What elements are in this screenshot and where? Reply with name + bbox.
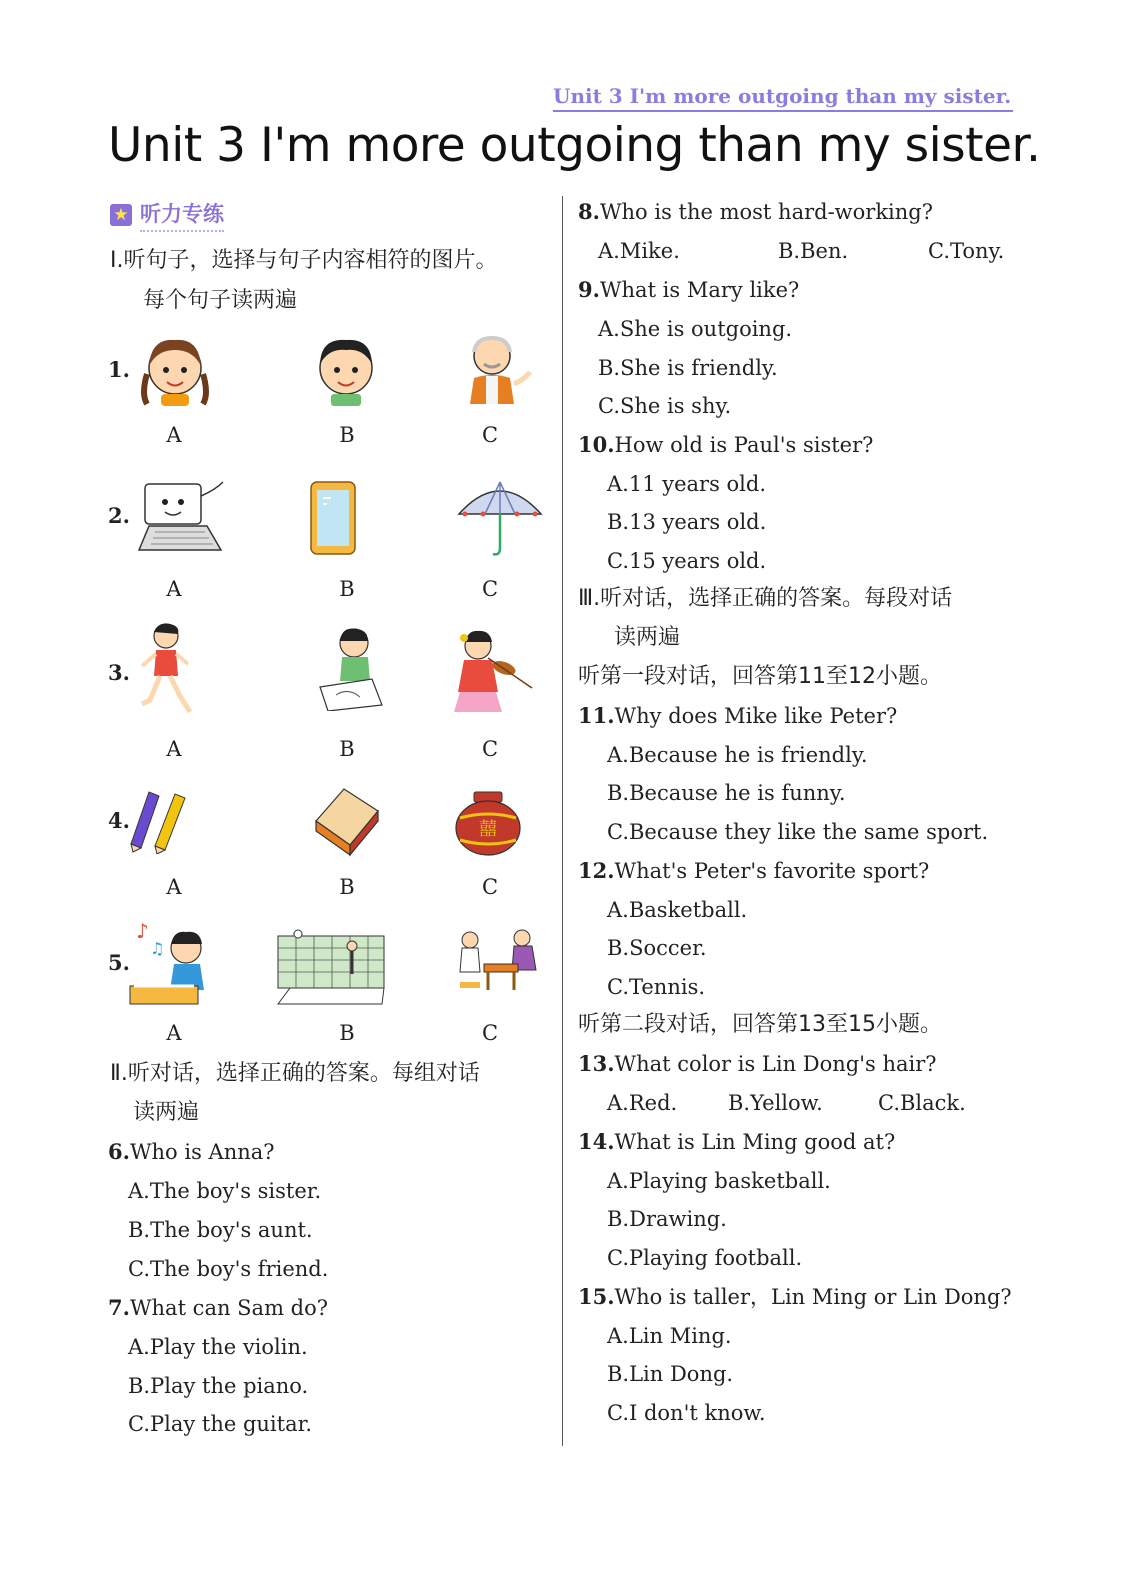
option-label: A [166,423,182,447]
question-10: 10.How old is Paul's sister? [578,432,874,457]
eraser-picture [310,783,384,859]
option: A.Mike. [598,239,680,263]
row-number: 5. [108,950,130,975]
option-label: A [166,737,182,761]
option: C.Black. [878,1091,966,1115]
part1-title-cont: 每个句子读两遍 [143,288,298,313]
option: B.Play the piano. [128,1374,309,1398]
part1-title: Ⅰ.听句子，选择与句子内容相符的图片。 [110,248,498,273]
option-label: A [166,875,182,899]
page-title: Unit 3 I'm more outgoing than my sister. [108,118,1041,173]
row-number: 3. [108,660,130,685]
option: C.15 years old. [607,549,767,573]
question-15: 15.Who is taller，Lin Ming or Lin Dong? [578,1284,1012,1309]
running-header: Unit 3 I'm more outgoing than my sister. [553,84,1013,112]
section-badge [110,199,224,231]
option-label: B [339,875,355,899]
question-6: 6.Who is Anna? [108,1139,275,1164]
dialog1-intro: 听第一段对话，回答第11至12小题。 [578,664,942,689]
option: A.Playing basketball. [607,1169,831,1193]
question-12: 12.What's Peter's favorite sport? [578,858,930,883]
question-13: 13.What color is Lin Dong's hair? [578,1051,937,1076]
row-number: 1. [108,357,130,382]
option: A.Because he is friendly. [607,743,868,767]
question-8: 8.Who is the most hard-working? [578,199,933,224]
option-label: B [339,1021,355,1045]
boy-face-picture [313,332,379,407]
column-divider [562,196,563,1446]
violin-girl-picture [448,628,534,720]
option: B.The boy's aunt. [128,1218,313,1242]
girl-face-picture [135,332,215,407]
question-11: 11.Why does Mike like Peter? [578,703,898,728]
volleyball-picture [270,926,390,1006]
option: A.Play the violin. [128,1335,308,1359]
mirror-picture [307,478,361,558]
part2-title-cont: 读两遍 [133,1100,200,1125]
option: C.Play the guitar. [128,1412,313,1436]
option: B.Drawing. [607,1207,727,1231]
svg-text:♫: ♫ [150,939,165,958]
option-label: B [339,577,355,601]
option-label: C [481,1021,499,1045]
part2-title: Ⅱ.听对话，选择正确的答案。每组对话 [110,1061,480,1086]
umbrella-picture [455,474,545,560]
option: C.Playing football. [607,1246,803,1270]
question-7: 7.What can Sam do? [108,1295,329,1320]
option-label: C [481,423,499,447]
pencils-picture [127,786,193,854]
option: B.Lin Dong. [607,1362,734,1386]
old-man-picture [460,332,540,407]
option: A.She is outgoing. [598,317,793,341]
option: A.Red. [607,1091,678,1115]
svg-text:囍: 囍 [479,819,497,840]
part3-title-cont: 读两遍 [614,625,681,650]
option-label: C [481,737,499,761]
section-label: 听力专练 [140,198,224,232]
option: B.Because he is funny. [607,781,846,805]
option: C.Tennis. [607,975,706,999]
jar-picture [452,788,524,858]
star-icon: ★ [110,204,132,226]
svg-text:♪: ♪ [136,919,149,943]
piano-boy-picture [128,912,222,1010]
option: B.13 years old. [607,510,767,534]
dialog2-intro: 听第二段对话，回答第13至15小题。 [578,1012,942,1037]
option: C.I don't know. [607,1401,766,1425]
part3-title: Ⅲ.听对话，选择正确的答案。每段对话 [578,586,953,611]
option-label: C [481,875,499,899]
option: A.11 years old. [607,472,767,496]
option-label: B [339,423,355,447]
option-label: A [166,577,182,601]
option: B.Ben. [778,239,849,263]
question-14: 14.What is Lin Ming good at? [578,1129,896,1154]
option: B.She is friendly. [598,356,778,380]
option-label: C [481,577,499,601]
option: C.Because they like the same sport. [607,820,989,844]
option: A.Basketball. [607,898,748,922]
option: C.She is shy. [598,394,732,418]
option: A.Lin Ming. [607,1324,732,1348]
drawing-boy-picture [312,625,388,711]
option: C.The boy's friend. [128,1257,329,1281]
row-number: 4. [108,808,130,833]
running-girl-picture [130,620,200,720]
option: B.Yellow. [728,1091,823,1115]
option: B.Soccer. [607,936,707,960]
question-9: 9.What is Mary like? [578,277,800,302]
option-label: B [339,737,355,761]
row-number: 2. [108,503,130,528]
option: A.The boy's sister. [128,1179,322,1203]
laptop-picture [135,476,233,560]
option: C.Tony. [928,239,1005,263]
chess-players-picture [456,926,548,998]
option-label: A [166,1021,182,1045]
